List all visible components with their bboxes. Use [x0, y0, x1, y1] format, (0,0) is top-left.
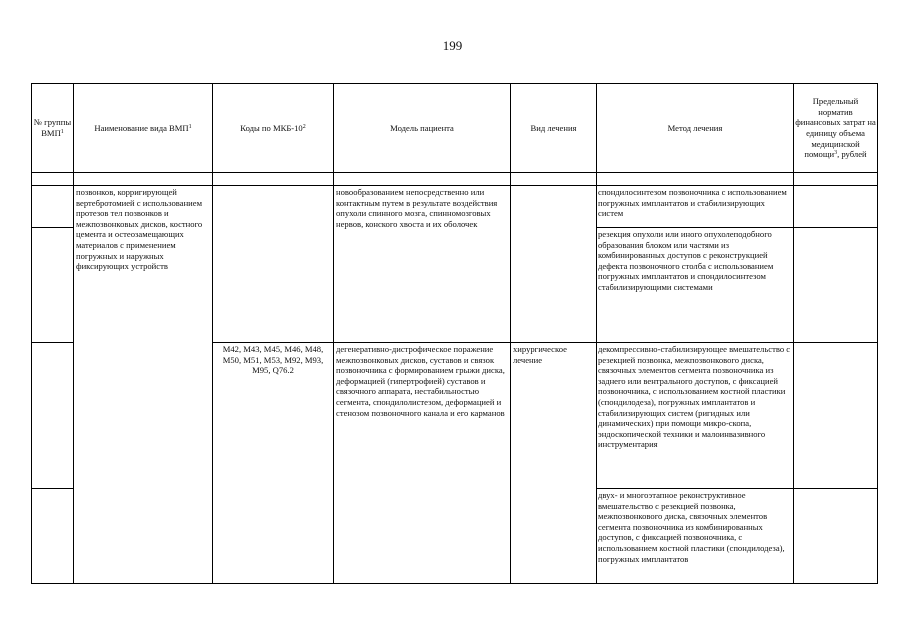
row2-method-a: декомпрессивно-стабилизирующее вмешательство с резекцией позвонка, межпозвонкового диска, связочных элементов сегмента позвоночника из заднего или вентрального доступов, с фиксацией позвоночника, с использованием костной пластики (спондилодеза), погружных имплантатов и стабилизирующих систем (ригидных или динамических) при помощи микро-скопа, эндоскопической техники и малоинвазивного инструментария: [598, 344, 791, 450]
row1-method-b: резекция опухоли или иного опухолеподобного образования блоком или частями из комбинированных доступов с реконструкцией дефекта позвоночного столба с использованием погружных имплантатов и спондилосинтезом стабилизирующими системами: [598, 229, 774, 292]
header-group-no: № группы ВМП$^1$: [33, 117, 72, 138]
row2-method-b: двух- и многоэтапное реконструктивное вмешательство с резекцией позвонка, межпозвонкового диска, связочных элементов сегмента позвоночника из комбинированных доступов, с фиксацией позвоночника, с использованием костной пластики (спондилодеза), погружных имплантатов: [598, 490, 785, 564]
vmp-name-text: позвонков, корригирующей вертебротомией с использованием протезов тел позвонков и межпозвонковых дисков, костного цемента и остеозамещающих материалов с применением погружных и наружных фиксирующих устройств: [76, 187, 203, 272]
row2-treatment-type: хирургическое лечение: [513, 344, 567, 365]
header-vmp-name: Наименование вида ВМП$^1$: [94, 122, 192, 133]
page-number: 199: [442, 38, 463, 53]
row1-patient-model: новообразованием непосредственно или контактным путем в результате воздействия опухоли спинного мозга, спинномозговых нервов, конского хвоста и их оболочек: [336, 187, 498, 229]
table-rule: [31, 172, 878, 173]
table-rule: [31, 583, 878, 584]
table-rule: [212, 342, 878, 343]
table-rule: [31, 185, 878, 186]
row2-icd-codes: M42, M43, M45, M46, M48, M50, M51, M53, M92, M93, M95, Q76.2: [222, 344, 324, 376]
vmp-table: [31, 83, 878, 584]
header-treatment-method: Метод лечения: [667, 122, 723, 133]
row1-method-a: спондилосинтезом позвоночника с использованием погружных имплантатов и стабилизирующих систем: [598, 187, 787, 219]
table-rule: [596, 227, 878, 228]
row2-patient-model: дегенеративно-дистрофическое поражение межпозвонковых дисков, суставов и связок позвоночника с формированием грыжи диска, деформацией (гипертрофией) суставов и связочного аппарата, нестабильностью сегмента, спондилолистезом, деформацией и стенозом позвоночного канала и его карманов: [336, 344, 505, 418]
header-icd-codes: Коды по МКБ-$10^2$: [240, 122, 306, 133]
table-rule: [31, 227, 73, 228]
table-rule: [877, 83, 878, 584]
table-rule: [31, 342, 73, 343]
header-cost-norm: Предельный норматив финансовых затрат на единицу объема медицинской помощи$^3$, рублей: [795, 96, 876, 160]
table-rule: [596, 488, 878, 489]
header-patient-model: Модель пациента: [390, 122, 454, 133]
table-rule: [793, 83, 794, 584]
header-treatment-type: Вид лечения: [530, 122, 577, 133]
table-rule: [31, 488, 73, 489]
